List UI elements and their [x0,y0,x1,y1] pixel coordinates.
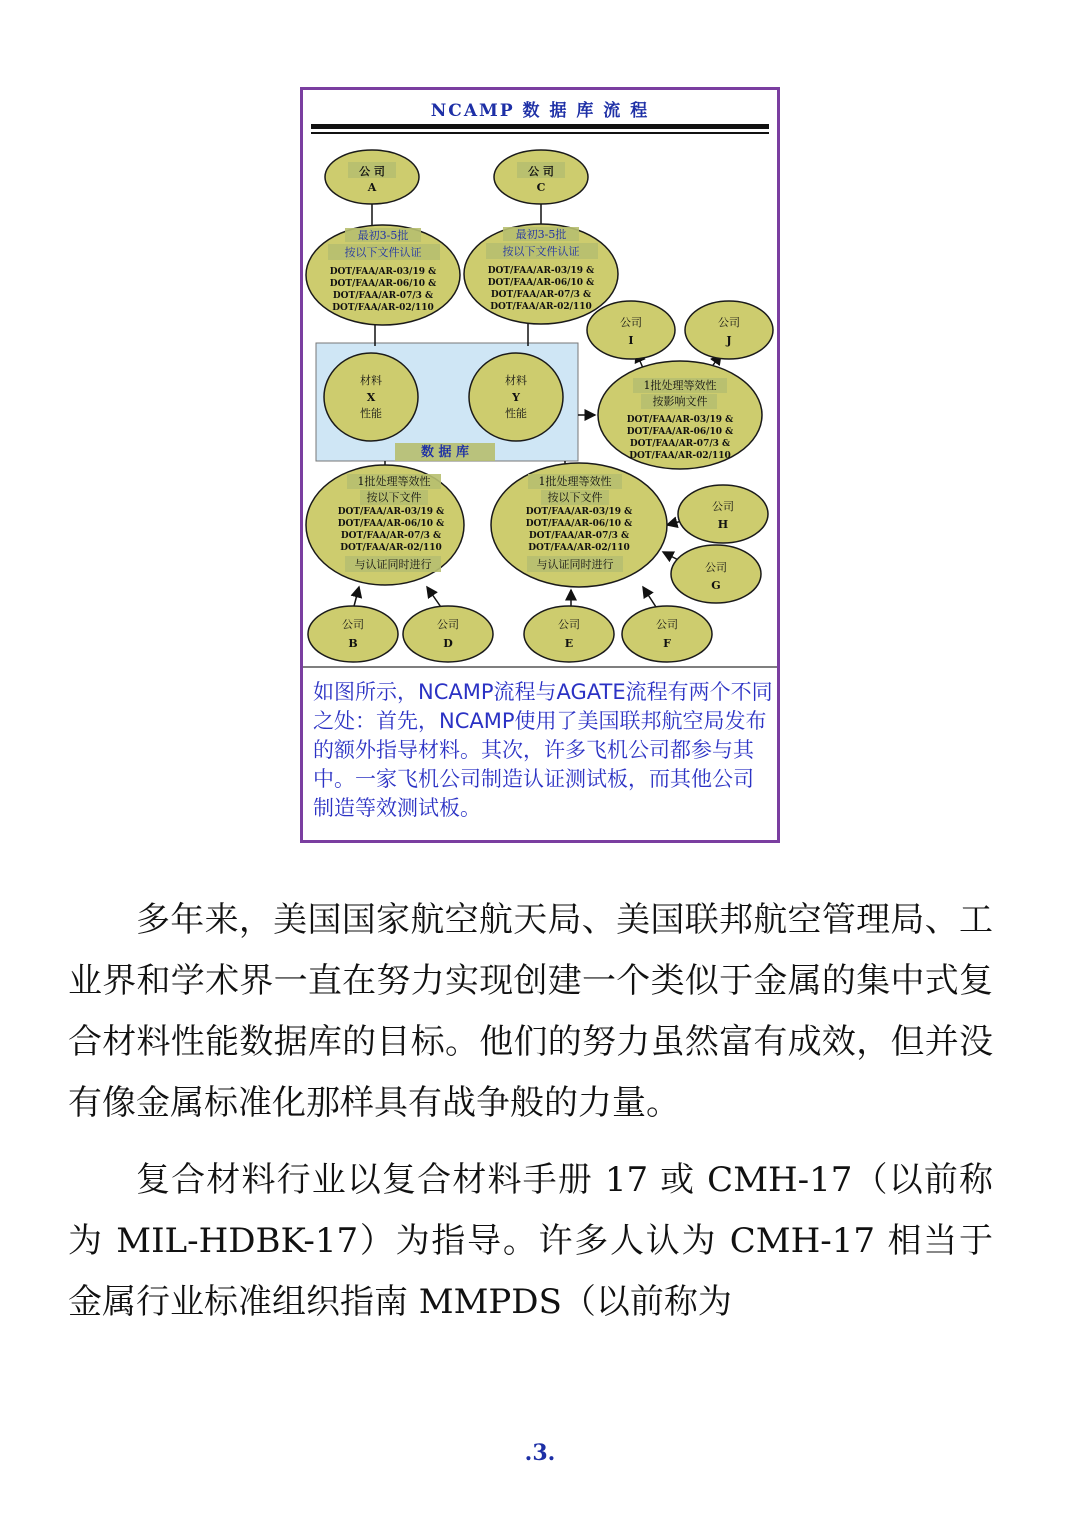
equiv-bl-doc4: DOT/FAA/AR-02/110 [340,543,442,553]
equiv-right-doc1: DOT/FAA/AR-03/19 & [626,415,734,425]
flow-diagram [303,90,777,670]
company-f-label: 公司 [656,618,678,631]
company-f-ellipse [622,606,712,662]
cert-right-doc1: DOT/FAA/AR-03/19 & [487,266,595,276]
equiv-bl-note: 与认证同时进行 [354,558,432,571]
cert-left-line1: 最初3-5批 [357,229,409,242]
company-e-label: 公司 [558,618,580,631]
cert-left-doc1: DOT/FAA/AR-03/19 & [329,267,437,277]
material-x-line1: 材料 [360,374,382,387]
cert-left-doc4: DOT/FAA/AR-02/110 [332,303,434,313]
company-h-label: 公司 [712,500,734,513]
company-g-label: 公司 [705,561,727,574]
company-i-ellipse [587,301,675,359]
material-x-line2: X [366,391,376,404]
figure-caption: 如图所示，NCAMP流程与AGATE流程有两个不同之处：首先，NCAMP使用了美国联邦航空局发布的额外指导材料。其次，许多飞机公司都参与其中。一家飞机公司制造认证测试板，而其他公司制造等效测试板。 [313,680,773,820]
company-f-letter: F [663,637,671,650]
body-paragraph-1: 多年来，美国国家航空航天局、美国联邦航空管理局、工业界和学术界一直在努力实现创建一个类似于金属的集中式复合材料性能数据库的目标。他们的努力虽然富有成效，但并没有像金属标准化那样具有战争般的力量。 [68,900,993,1123]
company-j-letter: J [726,334,732,347]
material-y-line1: 材料 [505,374,527,387]
cert-left-line2: 按以下文件认证 [344,246,422,259]
cert-right-doc2: DOT/FAA/AR-06/10 & [487,278,595,288]
ncamp-figure [300,87,780,843]
cert-right-line1: 最初3-5批 [515,228,567,241]
cert-right-line2: 按以下文件认证 [502,245,580,258]
cert-left-doc3: DOT/FAA/AR-07/3 & [332,291,434,301]
company-d-ellipse [403,606,493,662]
equiv-bl-doc3: DOT/FAA/AR-07/3 & [340,531,442,541]
equiv-br-doc2: DOT/FAA/AR-06/10 & [525,519,633,529]
company-i-label: 公司 [620,316,642,329]
body-text [68,890,993,1349]
company-b-label: 公司 [342,618,364,631]
company-a-label: 公 司 [359,165,385,178]
equiv-right-doc2: DOT/FAA/AR-06/10 & [626,427,734,437]
company-e-letter: E [564,637,574,650]
company-d-letter: D [443,637,453,650]
equiv-br-doc3: DOT/FAA/AR-07/3 & [528,531,630,541]
equiv-br-line2: 按以下文件 [547,491,603,504]
material-y-line2: Y [512,391,520,404]
page-number: .3. [524,1440,556,1466]
company-d-label: 公司 [437,618,459,631]
equiv-right-line2: 按影响文件 [652,395,708,408]
company-c-label: 公 司 [528,165,554,178]
equiv-right-doc4: DOT/FAA/AR-02/110 [629,451,731,461]
cert-left-doc2: DOT/FAA/AR-06/10 & [329,279,437,289]
company-h-ellipse [678,485,768,543]
company-a-letter: A [367,181,377,194]
company-e-ellipse [524,606,614,662]
company-c-letter: C [536,181,546,194]
equiv-br-doc1: DOT/FAA/AR-03/19 & [525,507,633,517]
equiv-bl-doc2: DOT/FAA/AR-06/10 & [337,519,445,529]
material-x-line3: 性能 [360,407,382,420]
figure-title: NCAMP 数 据 库 流 程 [430,101,650,121]
company-h-letter: H [717,518,729,531]
company-b-letter: B [348,637,358,650]
database-label: 数 据 库 [420,445,470,460]
material-y-line3: 性能 [505,407,527,420]
company-b-ellipse [308,606,398,662]
company-i-letter: I [628,334,634,347]
equiv-bl-doc1: DOT/FAA/AR-03/19 & [337,507,445,517]
company-j-ellipse [685,301,773,359]
equiv-br-note: 与认证同时进行 [536,558,614,571]
equiv-bl-line2: 按以下文件 [366,491,422,504]
company-j-label: 公司 [718,316,740,329]
equiv-right-doc3: DOT/FAA/AR-07/3 & [629,439,731,449]
company-g-letter: G [711,579,721,592]
equiv-br-line1: 1批处理等效性 [538,475,612,488]
body-paragraph-2: 复合材料行业以复合材料手册 17 或 CMH-17（以前称为 MIL-HDBK-17）为指导。许多人认为 CMH-17 相当于金属行业标准组织指南 MMPDS（以前称为 [68,1160,993,1322]
equiv-br-doc4: DOT/FAA/AR-02/110 [528,543,630,553]
equiv-bl-line1: 1批处理等效性 [357,475,431,488]
cert-right-doc3: DOT/FAA/AR-07/3 & [490,290,592,300]
cert-right-doc4: DOT/FAA/AR-02/110 [490,302,592,312]
company-g-ellipse [671,545,761,603]
equiv-right-line1: 1批处理等效性 [643,379,717,392]
